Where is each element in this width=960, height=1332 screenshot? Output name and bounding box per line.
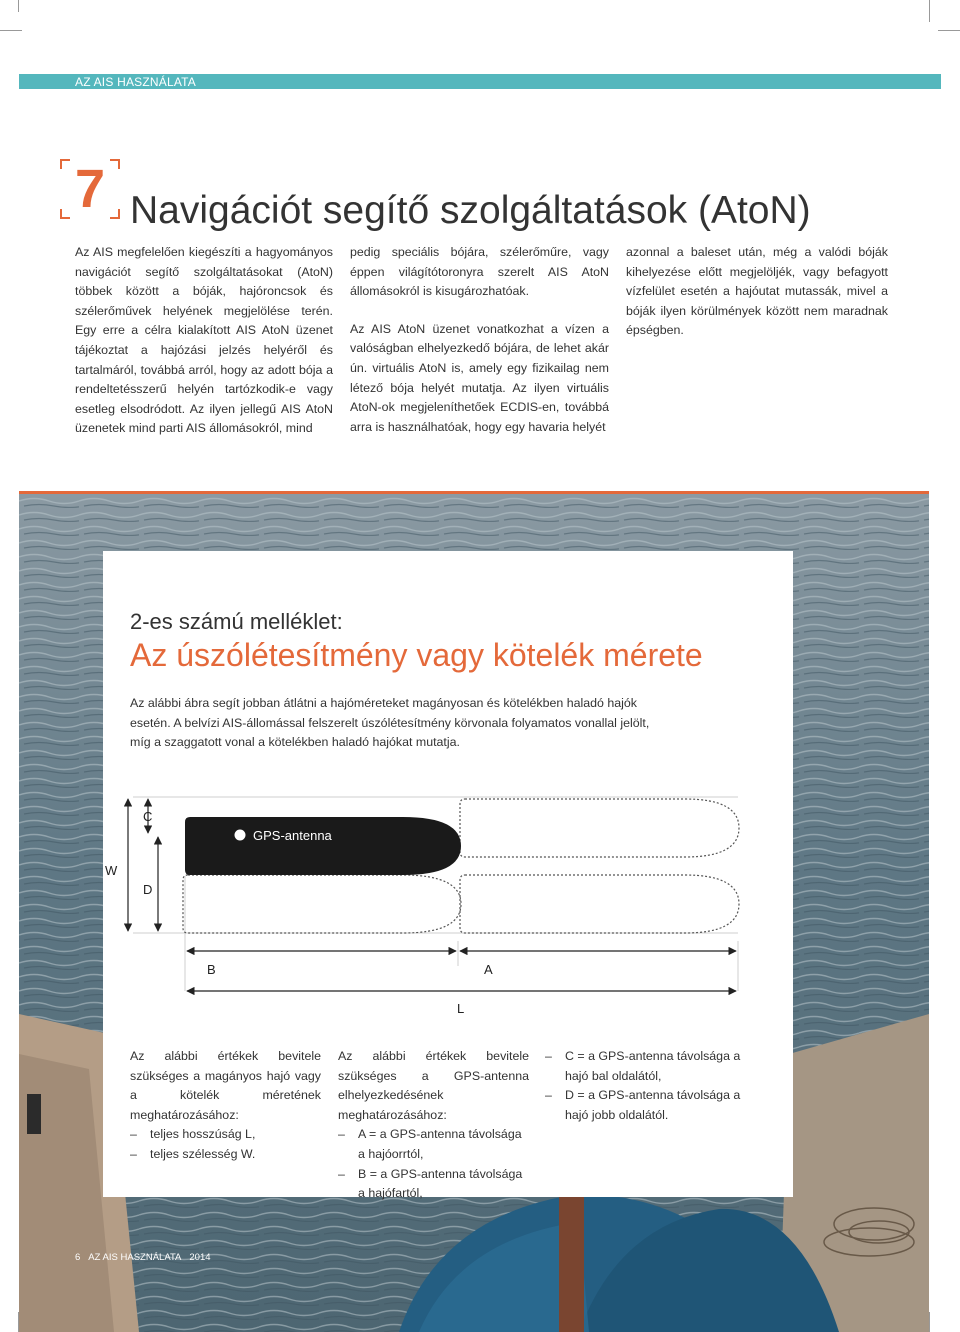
- crop-mark: [938, 30, 960, 31]
- values-column-3: [545, 1047, 745, 1125]
- convoy-vessel-outline: [183, 875, 461, 933]
- footer-label: AZ AIS HASZNÁLATA: [88, 1252, 182, 1263]
- annex-subtitle: 2-es számú melléklet:: [130, 609, 343, 634]
- w-label: W: [105, 863, 118, 878]
- crop-mark: [929, 0, 930, 22]
- c-label: C: [143, 809, 153, 824]
- paragraph: azonnal a baleset után, még a valódi bóják kihelyezése előtt megjelöljék, vagy befagyott vízfelület esetén a hajóutat mutassák, mivel a bóják ilyen körülmények között nem maradnak épségben.: [626, 245, 888, 338]
- d-label: D: [143, 882, 153, 897]
- crop-mark: [18, 0, 19, 12]
- annex-intro: [130, 694, 650, 753]
- header-section-label: AZ AIS HASZNÁLATA: [75, 75, 196, 89]
- footer-year: 2014: [189, 1252, 211, 1263]
- values-list: [338, 1125, 529, 1203]
- gps-antenna-label: GPS-antenna: [253, 828, 332, 843]
- paragraph: Az AIS AtoN üzenet vonatkozhat a vízen a valóságban elhelyezkedő bójára, de lehet akár ún. virtuális AtoN is, amely egy fizikailag nem létező bója helyét mutatja. Az ilyen virtuális AtoN-ok megjeleníthetőek ECDIS-en, továbbá arra is használhatóak, hogy egy havaria helyét: [350, 321, 609, 434]
- crop-mark: [929, 1312, 930, 1332]
- dimension-diagram-svg: [103, 791, 793, 1031]
- page-title: Navigációt segítő szolgáltatások (AtoN): [130, 189, 811, 233]
- list-item: – A = a GPS-antenna távolsága a hajóorrtól,: [338, 1125, 529, 1164]
- page-number: 6: [75, 1252, 81, 1263]
- chapter-number: 7: [74, 159, 106, 219]
- list-item: – D = a GPS-antenna távolsága a hajó jobb oldalától.: [545, 1086, 745, 1125]
- annex-title: Az úszólétesítmény vagy kötelék mérete: [130, 637, 703, 673]
- text-column-3: [626, 243, 888, 341]
- paragraph: pedig speciális bójára, szélerőműre, vagy éppen világítótoronyra szerelt AIS AtoN állomásokról is kisugározhatóak.: [350, 245, 609, 299]
- list-item: – B = a GPS-antenna távolsága a hajófartól,: [338, 1165, 529, 1204]
- paragraph: Az alábbi értékek bevitele szükséges a GPS-antenna elhelyezkedésének meghatározásához:: [338, 1049, 529, 1122]
- values-list: [545, 1047, 745, 1125]
- paragraph: Az alábbi ábra segít jobban átlátni a hajóméreteket magányosan és kötelékben haladó hajók esetén. A belvízi AIS-állomással felszerelt úszólétesítmény körvonala folyamatos vonallal jelölt, míg a szaggatott vonal a kötelékben haladó hajókat mutatja.: [130, 696, 650, 750]
- chapter-number-box: [60, 159, 120, 219]
- gps-antenna-icon: [234, 829, 246, 841]
- paragraph: Az alábbi értékek bevitele szükséges a magányos hajó vagy a kötelék méretének meghatározásához:: [130, 1049, 321, 1122]
- b-label: B: [207, 962, 216, 977]
- page-footer: [75, 1252, 211, 1264]
- a-label: A: [484, 962, 493, 977]
- values-column-2: [338, 1047, 529, 1204]
- text-column-2: [350, 243, 609, 437]
- list-item: – C = a GPS-antenna távolsága a hajó bal oldalától,: [545, 1047, 745, 1086]
- annex-box: [103, 551, 793, 1201]
- values-list: [130, 1125, 321, 1164]
- crop-mark: [0, 30, 22, 31]
- paragraph: Az AIS megfelelően kiegészíti a hagyományos navigációt segítő szolgáltatásokat (AtoN) többek között a bóják, hajóroncsok és szélerőművek helyének megjelölése terén. Egy erre a célra kialakított AIS AtoN üzenet tájékoztat a hajózási jelzés helyéről és tartalmáról, továbbá arról, hogy az adott bója a rendeltetésszerű helyén tartózkodik-e vagy esetleg elsodródott. Az ilyen jellegű AIS AtoN üzenetek mind parti AIS állomásokról, mind: [75, 245, 333, 436]
- main-vessel-silhouette: [185, 817, 461, 875]
- convoy-vessel-outline: [460, 875, 739, 933]
- text-column-1: [75, 243, 333, 439]
- convoy-vessel-outline: [460, 799, 739, 857]
- list-item: – teljes szélesség W.: [130, 1145, 321, 1165]
- l-label: L: [457, 1001, 465, 1016]
- vessel-dimension-diagram: [103, 791, 793, 1031]
- list-item: – teljes hosszúság L,: [130, 1125, 321, 1145]
- values-column-1: [130, 1047, 321, 1165]
